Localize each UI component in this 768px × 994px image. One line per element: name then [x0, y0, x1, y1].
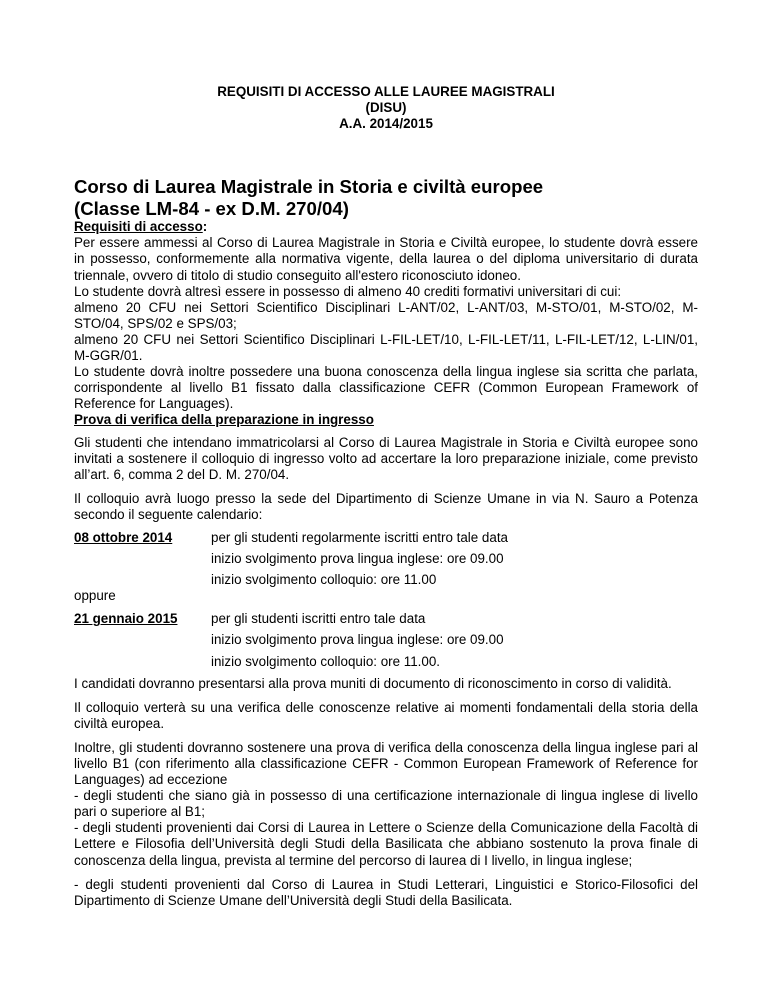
session-2-line-3: inizio svolgimento colloquio: ore 11.00. — [211, 653, 441, 669]
verification-paragraph-5: Inoltre, gli studenti dovranno sostenere una prova di verifica della conoscenza della lingua inglese pari al livello B1 (con riferimento alla classificazione CEFR - Common European Framework of Reference for Languages) ad eccezione — [74, 739, 698, 788]
verification-paragraph-6: - degli studenti che siano già in possesso di una certificazione internazionale di lingua inglese di livello pari o superiore al B1; — [74, 788, 698, 820]
verification-paragraph-1: Gli studenti che intendano immatricolarsi al Corso di Laurea Magistrale in Storia e Civiltà europee sono invitati a sostenere il colloquio di ingresso volto ad accertare la loro preparazione iniziale, come previsto all’art. 6, comma 2 del D. M. 270/04. — [74, 434, 698, 482]
verification-paragraph-3: I candidati dovranno presentarsi alla prova muniti di documento di riconoscimento in corso di validità. — [74, 675, 672, 691]
verification-paragraph-4: Il colloquio verterà su una verifica delle conoscenze relative ai momenti fondamentali della storia della civiltà europea. — [74, 699, 698, 731]
requirements-paragraph-5: Lo studente dovrà inoltre possedere una buona conoscenza della lingua inglese sia scritta che parlata, corrispondente al livello B1 fissato dalla classificazione CEFR (Common European Framework of Reference for Languages). — [74, 364, 698, 412]
header-line-1: REQUISITI DI ACCESSO ALLE LAUREE MAGISTRALI — [217, 84, 555, 99]
requirements-paragraph-1: Per essere ammessi al Corso di Laurea Magistrale in Storia e Civiltà europee, lo studente dovrà essere in possesso, conformemente alla normativa vigente, della laurea o del diploma universitario di durata triennale, ovvero di titolo di studio conseguito all'estero riconosciuto idoneo. — [74, 235, 698, 283]
calendar-session-2 — [74, 611, 698, 669]
oppure-label: oppure — [74, 588, 116, 604]
session-1-date: 08 ottobre 2014 — [74, 529, 173, 545]
requirements-paragraph-3: almeno 20 CFU nei Settori Scientifico Disciplinari L-ANT/02, L-ANT/03, M-STO/01, M-STO/02, M-STO/04, SPS/02 e SPS/03; — [74, 299, 698, 331]
session-2-date: 21 gennaio 2015 — [74, 611, 178, 627]
requirements-heading: Requisiti di accesso — [74, 219, 203, 235]
requirements-heading-colon: : — [202, 219, 208, 235]
session-2-line-2: inizio svolgimento prova lingua inglese: ore 09.00 — [211, 632, 504, 648]
session-2-line-1: per gli studenti iscritti entro tale data — [211, 611, 426, 627]
verification-paragraph-7: - degli studenti provenienti dai Corsi di Laurea in Lettere o Scienze della Comunicazione della Facoltà di Lettere e Filosofia dell’Università degli Studi della Basilicata che abbiano sostenuto la prova finale di conoscenza della lingua, prevista al termine del percorso di laurea di I livello, in lingua inglese; — [74, 820, 698, 868]
calendar-session-1 — [74, 530, 698, 588]
document-page — [74, 0, 698, 909]
session-1-line-1: per gli studenti regolarmente iscritti entro tale data — [211, 529, 508, 545]
course-class: (Classe LM-84 - ex D.M. 270/04) — [74, 197, 349, 219]
requirements-paragraph-4: almeno 20 CFU nei Settori Scientifico Disciplinari L-FIL-LET/10, L-FIL-LET/11, L-FIL-LET/12, L-LIN/01, M-GGR/01. — [74, 331, 698, 364]
header-line-3: A.A. 2014/2015 — [339, 116, 433, 132]
verification-paragraph-2: Il colloquio avrà luogo presso la sede del Dipartimento di Scienze Umane in via N. Sauro a Potenza secondo il seguente calendario: — [74, 490, 698, 522]
header-line-2: (DISU) — [365, 100, 407, 116]
verification-paragraph-8: - degli studenti provenienti dal Corso di Laurea in Studi Letterari, Linguistici e Storico-Filosofici del Dipartimento di Scienze Umane dell’Università degli Studi della Basilicata. — [74, 876, 698, 908]
verification-heading: Prova di verifica della preparazione in ingresso — [74, 412, 374, 428]
requirements-paragraph-2: Lo studente dovrà altresì essere in possesso di almeno 40 crediti formativi universitari di cui: — [74, 283, 622, 299]
course-title: Corso di Laurea Magistrale in Storia e civiltà europee — [74, 176, 544, 198]
session-1-line-3: inizio svolgimento colloquio: ore 11.00 — [211, 572, 437, 588]
requirements-heading-line — [74, 219, 698, 235]
session-1-line-2: inizio svolgimento prova lingua inglese: ore 09.00 — [211, 551, 504, 567]
